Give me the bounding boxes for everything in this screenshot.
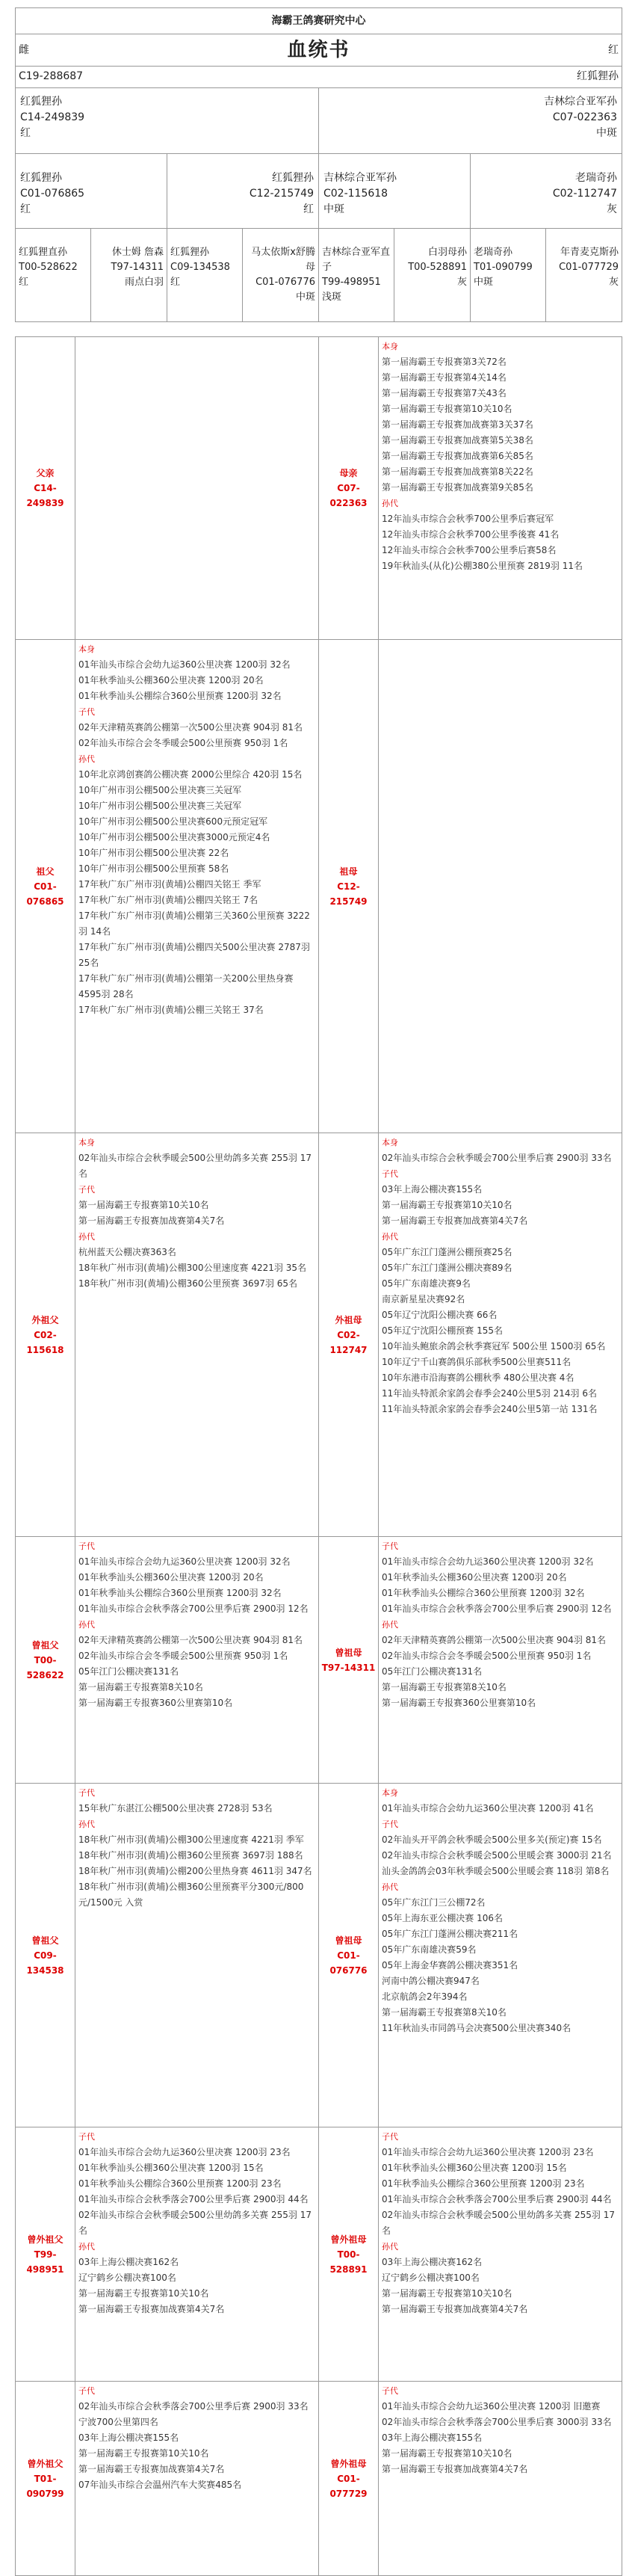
achievement-list xyxy=(75,1133,319,1537)
achievement-list xyxy=(75,640,319,1133)
achievement-item: 01年汕头市综合会秋季落会700公里季后赛 2900羽 12名 xyxy=(78,1603,309,1614)
achievement-item: 17年秋广东广州市羽(黄埔)公棚四关铭王 季军 xyxy=(78,879,261,890)
achievement-item: 01年秋季汕头公棚综合360公里预赛 1200羽 32名 xyxy=(78,1588,282,1598)
gen3-color: 红 xyxy=(20,203,31,215)
achievement-item: 11年汕头特派余家鸽会春季会240公里5第一站 131名 xyxy=(382,1404,598,1414)
gen4-name: 老瑞奇孙 xyxy=(474,247,513,258)
achievement-item: 10年广州市羽公棚500公里决赛 22名 xyxy=(78,848,229,858)
subject-ring: C19-288687 xyxy=(19,70,84,82)
ancestor-role: 外祖父 xyxy=(31,1314,59,1325)
ancestor-role: 外祖母 xyxy=(335,1314,362,1325)
section-label: 孙代 xyxy=(382,1882,398,1892)
gen4-box xyxy=(243,229,319,322)
record-row xyxy=(16,2382,622,2576)
achievement-item: 05年上海金华赛鸽公棚决赛351名 xyxy=(382,1960,518,1970)
achievement-item: 03年上海公棚决赛155名 xyxy=(382,2432,483,2443)
achievement-item: 03年上海公棚决赛162名 xyxy=(382,2257,483,2267)
achievement-item: 05年江门公棚决赛131名 xyxy=(382,1666,483,1677)
ancestor-role: 曾祖父 xyxy=(31,1935,59,1946)
gen4-color: 红 xyxy=(170,277,181,288)
achievement-item: 17年秋广东广州市羽(黄埔)公棚三关铭王 37名 xyxy=(78,1005,264,1015)
achievement-item: 05年广东江门蓬洲公棚决赛211名 xyxy=(382,1929,518,1939)
achievement-item: 12年汕头市综合会秋季700公里季后赛冠军 xyxy=(382,514,554,524)
achievement-item: 南京新星星决赛92名 xyxy=(382,1294,465,1304)
achievement-item: 05年广东南雄决赛59名 xyxy=(382,1944,477,1955)
achievement-list xyxy=(379,640,622,1133)
dam-color: 中斑 xyxy=(596,127,617,139)
section-label: 孙代 xyxy=(78,1819,95,1829)
achievement-item: 17年秋广东广州市羽(黄埔)公棚第一关200公里热身赛 4595羽 28名 xyxy=(78,973,294,999)
achievement-item: 第一届海霸王专报赛第10关10名 xyxy=(382,1200,512,1210)
achievement-item: 杭州蓝天公棚决赛363名 xyxy=(78,1247,176,1257)
achievement-item: 01年秋季汕头公棚360公里决赛 1200羽 20名 xyxy=(382,1572,567,1583)
achievement-item: 第一届海霸王专报赛第10关10名 xyxy=(382,2448,512,2459)
achievement-item: 01年汕头市综合会秋季落会700公里季后赛 2900羽 44名 xyxy=(78,2194,309,2204)
achievement-item: 01年汕头市综合会幼九运360公里决赛 1200羽 旧邀赛 xyxy=(382,2401,601,2412)
achievement-item: 第一届海霸王专报赛360公里赛第10名 xyxy=(382,1698,536,1708)
achievement-item: 02年汕头市综合会秋季暖会500公里幼鸽多关赛 255羽 17名 xyxy=(78,2210,312,2236)
section-label: 孙代 xyxy=(382,1232,398,1242)
achievement-item: 01年汕头市综合会幼九运360公里决赛 1200羽 41名 xyxy=(382,1803,594,1814)
achievement-item: 03年上海公棚决赛155名 xyxy=(382,1184,483,1195)
achievement-item: 17年秋广东广州市羽(黄埔)公棚第三关360公里预赛 3222羽 14名 xyxy=(78,910,310,937)
gen4-name: 吉林综合亚军直子 xyxy=(322,247,391,273)
achievement-item: 05年江门公棚决赛131名 xyxy=(78,1666,179,1677)
ancestor-label xyxy=(16,1784,75,2127)
record-row xyxy=(16,2127,622,2382)
gen3-name: 吉林综合亚军孙 xyxy=(323,172,397,184)
achievement-list xyxy=(379,2382,622,2576)
achievement-item: 01年秋季汕头公棚360公里决赛 1200羽 20名 xyxy=(78,675,264,685)
achievement-item: 02年天津精英赛鸽公棚第一次500公里决赛 904羽 81名 xyxy=(78,1635,303,1645)
achievement-item: 05年广东江门蓬洲公棚决赛89名 xyxy=(382,1263,512,1273)
gen4-ring: T99-498951 xyxy=(322,277,381,288)
achievement-item: 01年秋季汕头公棚综合360公里预赛 1200羽 32名 xyxy=(382,1588,585,1598)
achievement-list xyxy=(75,1784,319,2127)
achievement-item: 河南中鸽公棚决赛947名 xyxy=(382,1976,480,1986)
gen4-name: 年青麦克斯孙 xyxy=(560,247,619,258)
ancestor-label xyxy=(319,2382,379,2576)
sire-name: 红狐狸孙 xyxy=(20,96,62,108)
section-label: 子代 xyxy=(382,2132,398,2142)
achievement-item: 第一届海霸王专报赛加战赛第6关85名 xyxy=(382,451,533,461)
achievement-item: 11年汕头特派余家鸽会春季会240公里5羽 214羽 6名 xyxy=(382,1388,597,1399)
section-label: 孙代 xyxy=(78,754,95,764)
achievement-list xyxy=(75,2127,319,2382)
achievement-item: 10年广州市羽公棚500公里决赛三关冠军 xyxy=(78,801,242,811)
achievement-item: 05年广东南雄决赛9名 xyxy=(382,1278,471,1289)
document-title: 血统书 xyxy=(287,38,350,61)
gen3-ring: C02-112747 xyxy=(552,188,617,200)
section-label: 孙代 xyxy=(382,499,398,508)
gen4-box xyxy=(91,229,167,322)
org-name: 海霸王鸽赛研究中心 xyxy=(16,8,622,34)
ancestor-ring: C02-112747 xyxy=(329,1329,368,1355)
sire-ring: C14-249839 xyxy=(20,111,85,123)
achievement-item: 10年汕头鲍旅余鸽会秋季赛冠军 500公里 1500羽 65名 xyxy=(382,1341,606,1352)
ancestor-label xyxy=(16,1133,75,1537)
achievement-item: 第一届海霸王专报赛360公里赛第10名 xyxy=(78,1698,233,1708)
gen4-ring: T00-528622 xyxy=(19,262,78,273)
achievement-list xyxy=(379,1133,622,1537)
achievement-item: 05年上海东亚公棚决赛 106名 xyxy=(382,1913,503,1923)
subject-color: 红 xyxy=(608,43,619,56)
achievement-list xyxy=(75,2382,319,2576)
dam-name: 吉林综合亚军孙 xyxy=(544,96,617,108)
achievement-item: 07年汕头市综合会温州汽车大奖赛485名 xyxy=(78,2480,242,2490)
section-label: 子代 xyxy=(78,2132,95,2142)
ancestor-label xyxy=(319,1537,379,1784)
achievement-item: 05年广东江门蓬洲公棚预赛25名 xyxy=(382,1247,512,1257)
gen4-box xyxy=(546,229,622,322)
achievement-item: 01年秋季汕头公棚360公里决赛 1200羽 20名 xyxy=(78,1572,264,1583)
achievement-item: 01年汕头市综合会秋季落会700公里季后赛 2900羽 12名 xyxy=(382,1603,612,1614)
ancestor-label xyxy=(319,2127,379,2382)
section-label: 孙代 xyxy=(78,1620,95,1630)
gen4-color: 灰 xyxy=(456,277,467,288)
gen3-name: 红狐狸孙 xyxy=(272,172,314,184)
subject-strain: 红狐狸孙 xyxy=(577,70,619,82)
ancestor-ring: C07-022363 xyxy=(329,483,368,508)
gen3-name: 红狐狸孙 xyxy=(20,172,62,184)
gen4-ring: C01-077729 xyxy=(559,262,619,273)
record-row xyxy=(16,1537,622,1784)
achievement-item: 辽宁鹤乡公棚决赛100名 xyxy=(78,2273,176,2283)
sire-box xyxy=(16,88,319,154)
achievement-item: 第一届海霸王专报赛第8关10名 xyxy=(78,1682,203,1692)
achievement-item: 01年汕头市综合会幼九运360公里决赛 1200羽 32名 xyxy=(78,1556,291,1567)
achievement-item: 17年秋广东广州市羽(黄埔)公棚四关500公里决赛 2787羽 25名 xyxy=(78,942,310,968)
gen4-box xyxy=(167,229,243,322)
achievement-item: 18年秋广州市羽(黄埔)公棚360公里预赛平分300元/800元/1500元 入赏 xyxy=(78,1882,304,1908)
grandsire-maternal-box xyxy=(319,154,471,229)
achievement-item: 18年秋广州市羽(黄埔)公棚300公里速度赛 4221羽 季军 xyxy=(78,1834,304,1845)
achievement-item: 02年汕头市综合会冬季暖会500公里预赛 950羽 1名 xyxy=(78,738,288,748)
granddam-maternal-box xyxy=(471,154,622,229)
achievement-item: 第一届海霸王专报赛加战赛第4关7名 xyxy=(78,1215,225,1226)
achievement-item: 第一届海霸王专报赛加战赛第4关7名 xyxy=(382,1215,528,1226)
achievement-item: 01年汕头市综合会幼九运360公里决赛 1200羽 23名 xyxy=(382,2147,594,2157)
ancestor-label xyxy=(319,640,379,1133)
achievement-list xyxy=(379,337,622,640)
achievement-item: 第一届海霸王专报赛加战赛第4关7名 xyxy=(382,2304,528,2314)
gen4-ring: C09-134538 xyxy=(170,262,230,273)
achievement-item: 01年秋季汕头公棚360公里决赛 1200羽 15名 xyxy=(382,2163,567,2173)
ancestor-label xyxy=(16,640,75,1133)
section-label: 子代 xyxy=(382,2386,398,2396)
achievement-item: 15年秋广东湛江公棚500公里决赛 2728羽 53名 xyxy=(78,1803,273,1814)
ancestor-ring: T97-14311 xyxy=(321,1662,376,1673)
section-label: 子代 xyxy=(78,1788,95,1798)
ancestor-label xyxy=(319,1784,379,2127)
gen3-name: 老瑞奇孙 xyxy=(575,172,617,184)
achievement-item: 18年秋广州市羽(黄埔)公棚200公里热身赛 4611羽 347名 xyxy=(78,1866,312,1876)
achievement-item: 第一届海霸王专报赛第8关10名 xyxy=(382,1682,507,1692)
achievement-item: 汕头金鸽鸽会03年秋季暖会500公里暖会赛 118羽 第8名 xyxy=(382,1866,610,1876)
achievement-item: 01年秋季汕头公棚综合360公里预赛 1200羽 32名 xyxy=(78,691,282,701)
ancestor-label xyxy=(16,2127,75,2382)
gen4-color: 中斑 xyxy=(295,292,315,303)
achievement-list xyxy=(379,1537,622,1784)
record-row xyxy=(16,337,622,640)
gen4-ring: C01-076776 xyxy=(255,277,315,288)
gen3-color: 灰 xyxy=(607,203,617,215)
achievement-item: 05年辽宁沈阳公棚决赛 66名 xyxy=(382,1310,498,1320)
gen4-name: 休士姆 詹森 xyxy=(111,247,164,258)
subject-ring-row xyxy=(16,67,622,88)
achievement-item: 03年上海公棚决赛162名 xyxy=(78,2257,179,2267)
section-label: 本身 xyxy=(382,342,398,351)
achievement-item: 第一届海霸王专报赛第7关43名 xyxy=(382,388,507,398)
section-label: 本身 xyxy=(78,1138,95,1147)
achievement-item: 05年辽宁沈阳公棚预赛 155名 xyxy=(382,1325,503,1336)
gen4-ring: T97-14311 xyxy=(111,262,164,273)
achievement-item: 02年汕头开平鸽会秋季暖会500公里多关(预定)赛 15名 xyxy=(382,1834,602,1845)
achievement-item: 辽宁鹤乡公棚决赛100名 xyxy=(382,2273,480,2283)
ancestor-ring: C01-076865 xyxy=(26,881,64,907)
gen4-color: 雨点白羽 xyxy=(124,277,164,288)
achievement-item: 02年汕头市综合会秋季暖会500公里幼鸽多关赛 255羽 17名 xyxy=(78,1153,312,1179)
ancestor-role: 母亲 xyxy=(339,468,358,478)
gen4-box xyxy=(394,229,471,322)
achievement-item: 第一届海霸王专报赛第10关10名 xyxy=(382,2288,512,2299)
ancestor-ring: C01-076776 xyxy=(329,1950,368,1976)
section-label: 子代 xyxy=(78,1185,95,1195)
achievement-list xyxy=(75,1537,319,1784)
achievement-item: 01年秋季汕头公棚综合360公里预赛 1200羽 23名 xyxy=(382,2178,585,2189)
achievement-item: 10年东港市沿海赛鸽公棚秋季 480公里决赛 4名 xyxy=(382,1372,574,1383)
achievement-item: 12年汕头市综合会秋季700公里季後赛 41名 xyxy=(382,529,560,540)
ancestor-label xyxy=(16,1537,75,1784)
achievement-item: 第一届海霸王专报赛第10关10名 xyxy=(382,404,512,414)
section-label: 子代 xyxy=(78,707,95,717)
section-label: 子代 xyxy=(382,1541,398,1551)
ancestor-role: 曾祖父 xyxy=(31,1639,59,1651)
achievement-item: 02年汕头市综合会冬季暖会500公里预赛 950羽 1名 xyxy=(78,1651,288,1661)
ancestor-ring: T00-528891 xyxy=(329,2249,368,2275)
section-label: 本身 xyxy=(78,644,95,654)
achievement-item: 宁波700公里第四名 xyxy=(78,2417,158,2427)
dam-box xyxy=(319,88,622,154)
ancestor-ring: C09-134538 xyxy=(26,1950,64,1976)
achievement-item: 02年汕头市综合会秋季落会700公里季后赛 3000羽 33名 xyxy=(382,2417,612,2427)
achievement-item: 02年天津精英赛鸽公棚第一次500公里决赛 904羽 81名 xyxy=(78,722,303,733)
ancestor-label xyxy=(16,2382,75,2576)
ancestor-role: 曾外祖母 xyxy=(330,2458,367,2469)
gen3-color: 中斑 xyxy=(323,203,344,215)
achievement-item: 02年汕头市综合会冬季暖会500公里预赛 950羽 1名 xyxy=(382,1651,592,1661)
ancestor-ring: C12-215749 xyxy=(329,881,368,907)
section-label: 子代 xyxy=(382,1169,398,1179)
achievement-item: 02年天津精英赛鸽公棚第一次500公里决赛 904羽 81名 xyxy=(382,1635,606,1645)
achievement-list xyxy=(379,1784,622,2127)
achievement-item: 10年广州市羽公棚500公里预赛 58名 xyxy=(78,863,229,874)
achievement-item: 19年秋汕头(从化)公棚380公里预赛 2819羽 11名 xyxy=(382,561,583,571)
dam-ring: C07-022363 xyxy=(552,111,617,123)
achievement-item: 第一届海霸王专报赛第10关10名 xyxy=(78,2448,209,2459)
ancestor-ring: C14-249839 xyxy=(26,483,64,508)
race-record-table xyxy=(15,336,622,2576)
achievement-item: 17年秋广东广州市羽(黄埔)公棚四关铭王 7名 xyxy=(78,895,258,905)
achievement-item: 12年汕头市综合会秋季700公里季后赛58名 xyxy=(382,545,557,555)
gen4-color: 红 xyxy=(19,277,29,288)
achievement-item: 02年汕头市综合会秋季落会700公里季后赛 2900羽 33名 xyxy=(78,2401,309,2412)
gen4-color: 灰 xyxy=(608,277,619,288)
achievement-item: 18年秋广州市羽(黄埔)公棚300公里速度赛 4221羽 35名 xyxy=(78,1263,306,1273)
achievement-item: 第一届海霸王专报赛加战赛第4关7名 xyxy=(382,2464,528,2474)
ancestor-ring: T99-498951 xyxy=(26,2249,64,2275)
grandsire-paternal-box xyxy=(16,154,167,229)
section-label: 本身 xyxy=(382,1138,398,1147)
gen4-name: 马太依斯x舒腾母 xyxy=(251,247,315,273)
achievement-item: 18年秋广州市羽(黄埔)公棚360公里预赛 3697羽 188名 xyxy=(78,1850,303,1861)
achievement-item: 10年广州市羽公棚500公里决赛3000元预定4名 xyxy=(78,832,270,842)
gender-label: 雌 xyxy=(19,43,29,56)
achievement-item: 01年汕头市综合会幼九运360公里决赛 1200羽 32名 xyxy=(382,1556,594,1567)
achievement-item: 02年汕头市综合会秋季暖会500公里幼鸽多关赛 255羽 17名 xyxy=(382,2210,615,2236)
achievement-item: 01年秋季汕头公棚综合360公里预赛 1200羽 23名 xyxy=(78,2178,282,2189)
achievement-item: 18年秋广州市羽(黄埔)公棚360公里预赛 3697羽 65名 xyxy=(78,1278,297,1289)
gen4-name: 白羽母孙 xyxy=(427,247,467,258)
ancestor-role: 父亲 xyxy=(36,468,55,478)
achievement-item: 10年北京鸿创赛鸽公棚决赛 2000公里综合 420羽 15名 xyxy=(78,769,303,780)
gen4-box xyxy=(16,229,91,322)
gen4-ring: T00-528891 xyxy=(408,262,467,273)
section-label: 孙代 xyxy=(382,2242,398,2252)
gen4-color: 中斑 xyxy=(474,277,494,288)
section-label: 孙代 xyxy=(382,1620,398,1630)
gen3-ring: C02-115618 xyxy=(323,188,388,200)
achievement-item: 02年汕头市综合会秋季暖会500公里暖会赛 3000羽 21名 xyxy=(382,1850,612,1861)
achievement-item: 第一届海霸王专报赛加战赛第4关7名 xyxy=(78,2464,225,2474)
achievement-item: 01年汕头市综合会幼九运360公里决赛 1200羽 23名 xyxy=(78,2147,291,2157)
section-label: 子代 xyxy=(382,1819,398,1829)
achievement-item: 第一届海霸王专报赛第10关10名 xyxy=(78,2288,209,2299)
achievement-item: 01年秋季汕头公棚360公里决赛 1200羽 15名 xyxy=(78,2163,264,2173)
achievement-list xyxy=(75,337,319,640)
pedigree-header-table xyxy=(15,7,622,322)
gen3-ring: C12-215749 xyxy=(249,188,314,200)
ancestor-role: 祖父 xyxy=(36,866,55,877)
record-row xyxy=(16,1133,622,1537)
gen3-ring: C01-076865 xyxy=(20,188,85,200)
record-row xyxy=(16,640,622,1133)
achievement-item: 10年辽宁千山赛鸽俱乐部秋季500公里赛511名 xyxy=(382,1357,572,1367)
ancestor-role: 曾外祖父 xyxy=(27,2234,64,2245)
section-label: 子代 xyxy=(78,1541,95,1551)
gen4-box xyxy=(471,229,546,322)
sire-color: 红 xyxy=(20,127,31,139)
ancestor-role: 曾外祖母 xyxy=(330,2234,367,2245)
achievement-item: 10年广州市羽公棚500公里决赛三关冠军 xyxy=(78,785,242,795)
ancestor-role: 曾祖母 xyxy=(335,1935,362,1946)
ancestor-role: 曾祖母 xyxy=(335,1647,362,1658)
ancestor-role: 祖母 xyxy=(339,866,358,877)
achievement-item: 01年汕头市综合会秋季落会700公里季后赛 2900羽 44名 xyxy=(382,2194,612,2204)
gen4-ring: T01-090799 xyxy=(474,262,533,273)
achievement-item: 第一届海霸王专报赛第4关14名 xyxy=(382,372,507,383)
achievement-item: 03年上海公棚决赛155名 xyxy=(78,2432,179,2443)
achievement-item: 第一届海霸王专报赛加战赛第9关85名 xyxy=(382,482,533,493)
ancestor-label xyxy=(16,337,75,640)
achievement-item: 01年汕头市综合会幼九运360公里决赛 1200羽 32名 xyxy=(78,659,291,670)
ancestor-ring: T00-528622 xyxy=(26,1654,64,1680)
section-label: 孙代 xyxy=(78,1232,95,1242)
achievement-item: 第一届海霸王专报赛第3关72名 xyxy=(382,357,507,367)
gen4-name: 红狐狸直孙 xyxy=(19,247,68,258)
achievement-list xyxy=(379,2127,622,2382)
ancestor-role: 曾外祖父 xyxy=(27,2458,64,2469)
achievement-item: 05年广东江门三公棚72名 xyxy=(382,1897,486,1908)
achievement-item: 第一届海霸王专报赛第10关10名 xyxy=(78,1200,209,1210)
achievement-item: 第一届海霸王专报赛加战赛第3关37名 xyxy=(382,419,533,430)
section-label: 本身 xyxy=(382,1788,398,1798)
gen4-color: 浅斑 xyxy=(322,292,342,303)
granddam-paternal-box xyxy=(167,154,319,229)
achievement-item: 第一届海霸王专报赛加战赛第4关7名 xyxy=(78,2304,225,2314)
section-label: 孙代 xyxy=(78,2242,95,2252)
section-label: 子代 xyxy=(78,2386,95,2396)
achievement-item: 10年广州市羽公棚500公里决赛600元预定冠军 xyxy=(78,816,268,827)
ancestor-ring: T01-090799 xyxy=(26,2473,64,2499)
ancestor-label xyxy=(319,1133,379,1537)
gen4-box xyxy=(319,229,394,322)
subject-title-row xyxy=(16,34,622,67)
achievement-item: 02年汕头市综合会秋季暖会700公里季后赛 2900羽 33名 xyxy=(382,1153,612,1163)
achievement-item: 北京航鸽会2年394名 xyxy=(382,1991,468,2002)
ancestor-label xyxy=(319,337,379,640)
ancestor-ring: C01-077729 xyxy=(329,2473,368,2499)
achievement-item: 第一届海霸王专报赛加战赛第5关38名 xyxy=(382,435,533,446)
achievement-item: 第一届海霸王专报赛加战赛第8关22名 xyxy=(382,466,533,477)
gen4-name: 红狐狸孙 xyxy=(170,247,210,258)
achievement-item: 第一届海霸王专报赛第8关10名 xyxy=(382,2007,507,2018)
gen3-color: 红 xyxy=(303,203,314,215)
ancestor-ring: C02-115618 xyxy=(26,1329,64,1355)
record-row xyxy=(16,1784,622,2127)
achievement-item: 11年秋汕头市同鸽马会决赛500公里决赛340名 xyxy=(382,2023,572,2033)
